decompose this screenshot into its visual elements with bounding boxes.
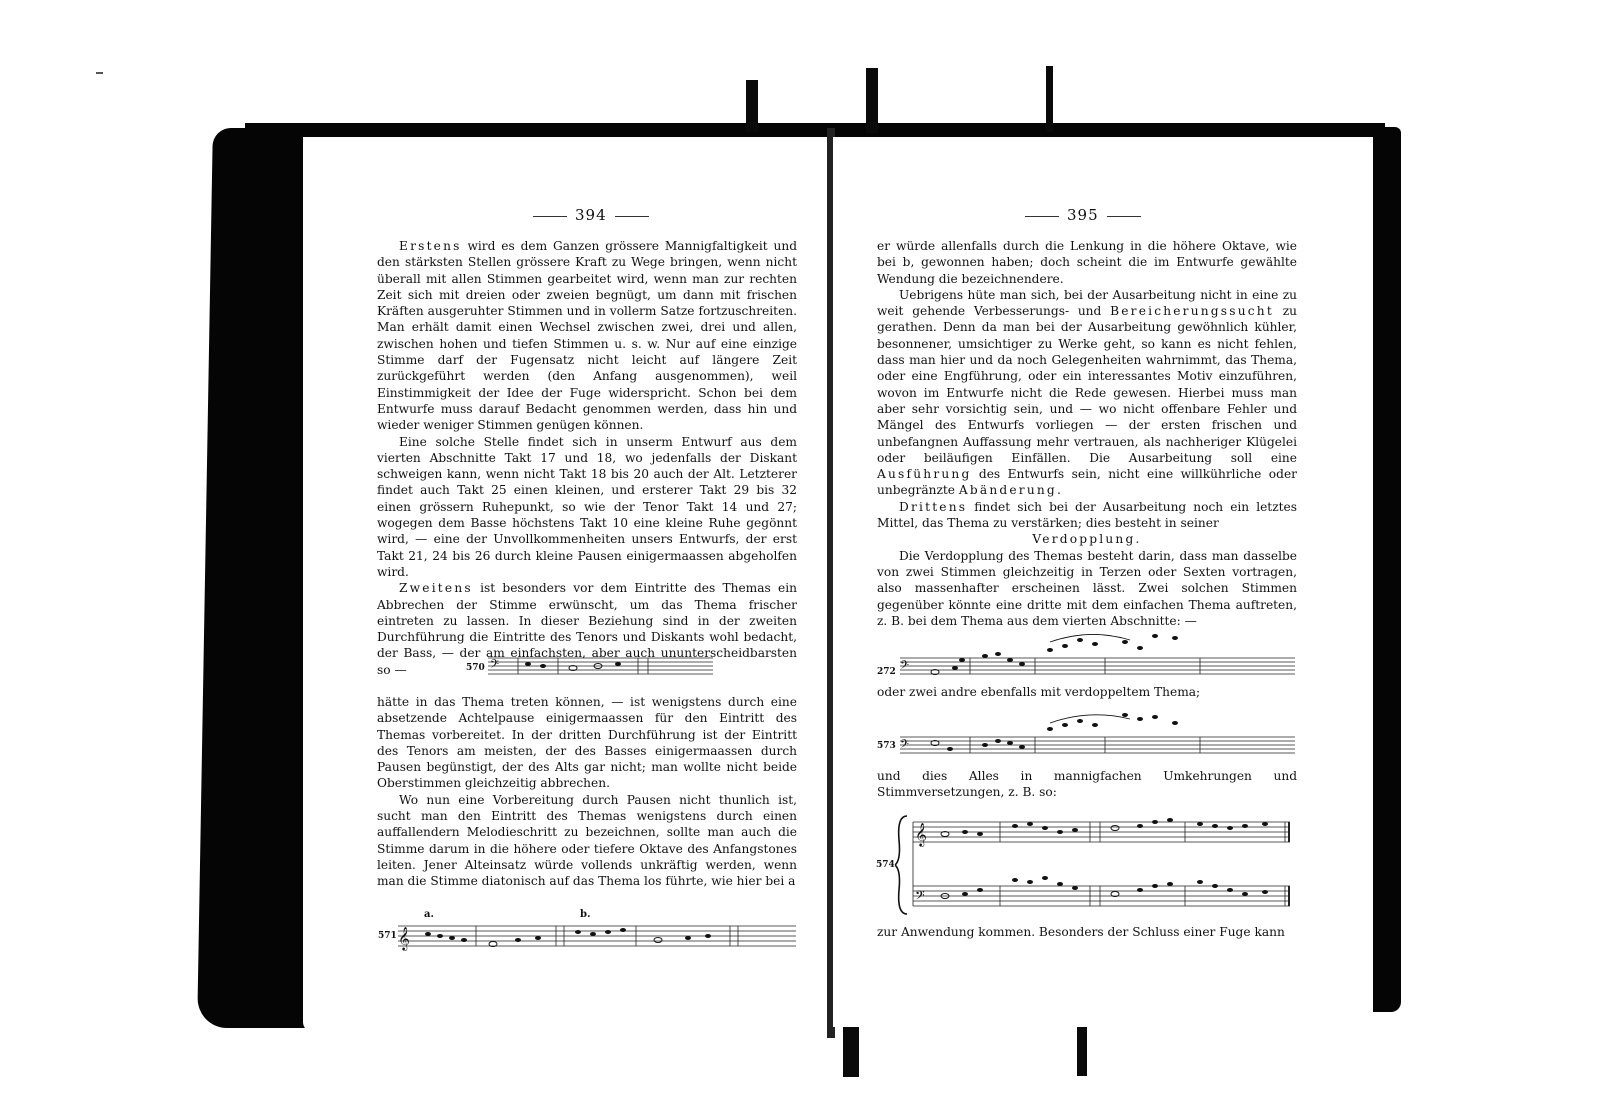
left-column-bottom	[377, 694, 797, 890]
paragraph-erstens	[377, 238, 797, 434]
bottom-clip-left	[843, 1022, 859, 1077]
page-number-text: 395	[1067, 206, 1099, 224]
emphasis-word: Zweitens	[399, 581, 473, 596]
svg-text:𝄢: 𝄢	[915, 888, 925, 906]
rule	[615, 216, 649, 217]
example-number-272: 272	[877, 667, 896, 677]
rule	[533, 216, 567, 217]
music-example-272	[900, 630, 1295, 685]
paragraph-text: findet sich bei der Ausarbeitung noch ein letztes Mittel, das Thema zu verstärken; dies besteht in seiner	[877, 499, 1297, 531]
example-number-571: 571	[378, 931, 397, 941]
bookmark-tab-left	[746, 80, 758, 132]
right-text-after-272	[877, 684, 1297, 700]
paragraph-text: zu gerathen. Denn da man bei der Ausarbeitung gewöhnlich kühler, besonnener, umsichtiger zu Werke geht, so kann es nicht fehlen, dass man hier und da noch Gelegenheiten wahrnimmt, das Thema, oder eine Engführung, oder ein interessantes Motiv einzuführen, wovon im Entwurfe nicht die Rede gewesen. Hierbei muss man aber sehr vorsichtig sein, und — wo nicht offenbare Fehler und Mängel des Entwurfs vorliegen — der ersten frischen und unbefangnen Auffassung mehr vertrauen, als nachheriger Klügelei oder beiläufigen Einfällen. Die Ausarbeitung soll eine	[877, 304, 1297, 465]
paragraph-zur-anwendung: zur Anwendung kommen. Besonders der Schluss einer Fuge kann	[877, 925, 1285, 939]
paragraph-verdopplung: Die Verdopplung des Themas besteht darin, dass man dasselbe von zwei Stimmen gleichzeitig in Terzen oder Sexten vortragen, also massenhafter erscheinen lässt. Zwei solchen Stimmen gegenüber könnte eine dritte mit dem einfachen Thema auftreten, z. B. bei dem Thema aus dem vierten Abschnitte: —	[877, 548, 1297, 628]
bottom-clip-right	[1077, 1024, 1087, 1076]
emphasis-word: Ausführung	[877, 467, 972, 482]
example-label-b: b.	[580, 909, 591, 920]
paragraph-er-wuerde: er würde allenfalls durch die Lenkung in die höhere Oktave, wie bei b, gewonnen haben; doch scheint die im Entwurfe gewählte Wendung die bezeichnendere.	[877, 239, 1297, 286]
paragraph-uebrigens	[877, 287, 1297, 499]
music-example-571	[398, 918, 798, 952]
emphasis-word: Drittens	[899, 499, 968, 514]
music-example-570	[488, 652, 713, 682]
svg-text:𝄢: 𝄢	[490, 658, 500, 674]
scan-speck	[96, 72, 103, 74]
section-heading: Verdopplung.	[1032, 532, 1142, 547]
right-text-after-573	[877, 768, 1297, 801]
svg-text:𝄢: 𝄢	[900, 738, 910, 754]
paragraph-solche-stelle: Eine solche Stelle findet sich in unserm Entwurf aus dem vierten Abschnitte Takt 17 und 18, wo jedenfalls der Diskant schweigen kann, wenn nicht Takt 18 bis 20 auch der Alt. Letzterer findet auch Takt 25 einen kleinen, und ersterer Takt 29 bis 32 einen grössern Ruhepunkt, so wie der Tenor Takt 14 und 27; wogegen dem Basse höchstens Takt 10 eine kleine Ruhe gegönnt wird, — eine der Unvollkommenheiten unsers Entwurfs, der erst Takt 21, 24 bis 26 durch kleine Pausen einigermaassen abgeholfen wird.	[377, 434, 797, 579]
left-page-number	[525, 206, 657, 224]
rule	[1107, 216, 1141, 217]
left-column-top	[377, 238, 797, 678]
paragraph-text: Uebrigens hüte man sich, bei der Ausarbeitung nicht in eine zu weit gehende Verbesserungs- und	[877, 287, 1297, 319]
svg-text:𝄢: 𝄢	[900, 659, 910, 675]
example-label-a: a.	[424, 909, 434, 920]
right-text-bottom	[877, 924, 1297, 940]
svg-text:𝄞: 𝄞	[398, 926, 410, 950]
emphasis-word: Erstens	[399, 239, 462, 253]
emphasis-word: Bereicherungssucht	[1110, 304, 1274, 319]
bookmark-tab-center	[866, 68, 878, 133]
paragraph-und-dies: und dies Alles in mannigfachen Umkehrungen und Stimmversetzungen, z. B. so:	[877, 769, 1297, 800]
bookmark-tab-right	[1046, 66, 1053, 132]
paragraph-text: wird es dem Ganzen grössere Mannigfaltigkeit und den stärksten Stellen grössere Kraft zu Wege bringen, wenn nicht überall mit allen Stimmen gearbeitet wird, wenn man zur rechten Zeit sich mit dreien oder zweien begnügt, um dann mit frischen Kräften ausgeruhter Stimmen und in vollerm Satze fortzuschreiten. Man erhält damit einen Wechsel zwischen zwei, drei und allen, zwischen hohen und tiefen Stimmen u. s. w. Nur auf eine einzige Stimme darf der Fugensatz nicht leicht auf längere Zeit zurückgeführt werden (den Anfang ausgenommen), weil Einstimmigkeit der Idee der Fuge widerspricht. Schon bei dem Entwurfe muss darauf Bedacht genommen werden, dass hin und wieder weniger Stimmen genügen können.	[377, 239, 797, 433]
emphasis-word: Abänderung	[958, 483, 1057, 498]
rule	[1025, 216, 1059, 217]
paragraph-oder-zwei: oder zwei andre ebenfalls mit verdoppeltem Thema;	[877, 685, 1201, 699]
paragraph-haette: hätte in das Thema treten können, — ist wenigstens durch eine absetzende Achtelpause einigermaassen für den Eintritt des Themas vorbereitet. In der dritten Durchführung ist der Eintritt des Tenors am meisten, der des Basses einigermaassen durch Pausen begünstigt, der des Alts gar nicht; man wollte nicht beide Oberstimmen gleichzeitig abbrechen.	[377, 695, 797, 791]
paragraph-text: des Entwurfs sein, nicht eine willkührliche oder unbegränzte	[877, 467, 1297, 498]
example-number-573: 573	[877, 741, 896, 751]
svg-text:𝄞: 𝄞	[915, 822, 927, 846]
example-number-574: 574	[876, 860, 895, 870]
page-number-text: 394	[575, 206, 607, 224]
example-number-570: 570	[466, 663, 485, 673]
paragraph-text: .	[1056, 483, 1061, 498]
paragraph-text: ist besonders vor dem Eintritte des Themas ein Abbrechen der Stimme erwünscht, um das Thema frischer eintreten zu lassen. In dieser Beziehung sind in der zweiten Durchführung die Eintritte des Tenors und Diskants wohl bedacht, der Bass, — der am einfachsten, aber auch ununterscheidbarsten so —	[377, 581, 797, 677]
right-column-top	[877, 238, 1297, 629]
paragraph-drittens	[877, 499, 1297, 532]
music-example-573	[900, 705, 1295, 765]
paragraph-wo-nun: Wo nun eine Vorbereitung durch Pausen nicht thunlich ist, sucht man den Eintritt des Themas wenigstens durch einen auffallendern Melodieschritt zu bezeichnen, sollte man auch die Stimme darum in die höhere oder tiefere Oktave des Anfangstones leiten. Jener Alteinsatz würde vollends unkräftig werden, wenn man die Stimme diatonisch auf das Thema los führte, wie hier bei a	[377, 792, 797, 889]
right-page-number	[1017, 206, 1149, 224]
music-example-574	[895, 810, 1295, 920]
